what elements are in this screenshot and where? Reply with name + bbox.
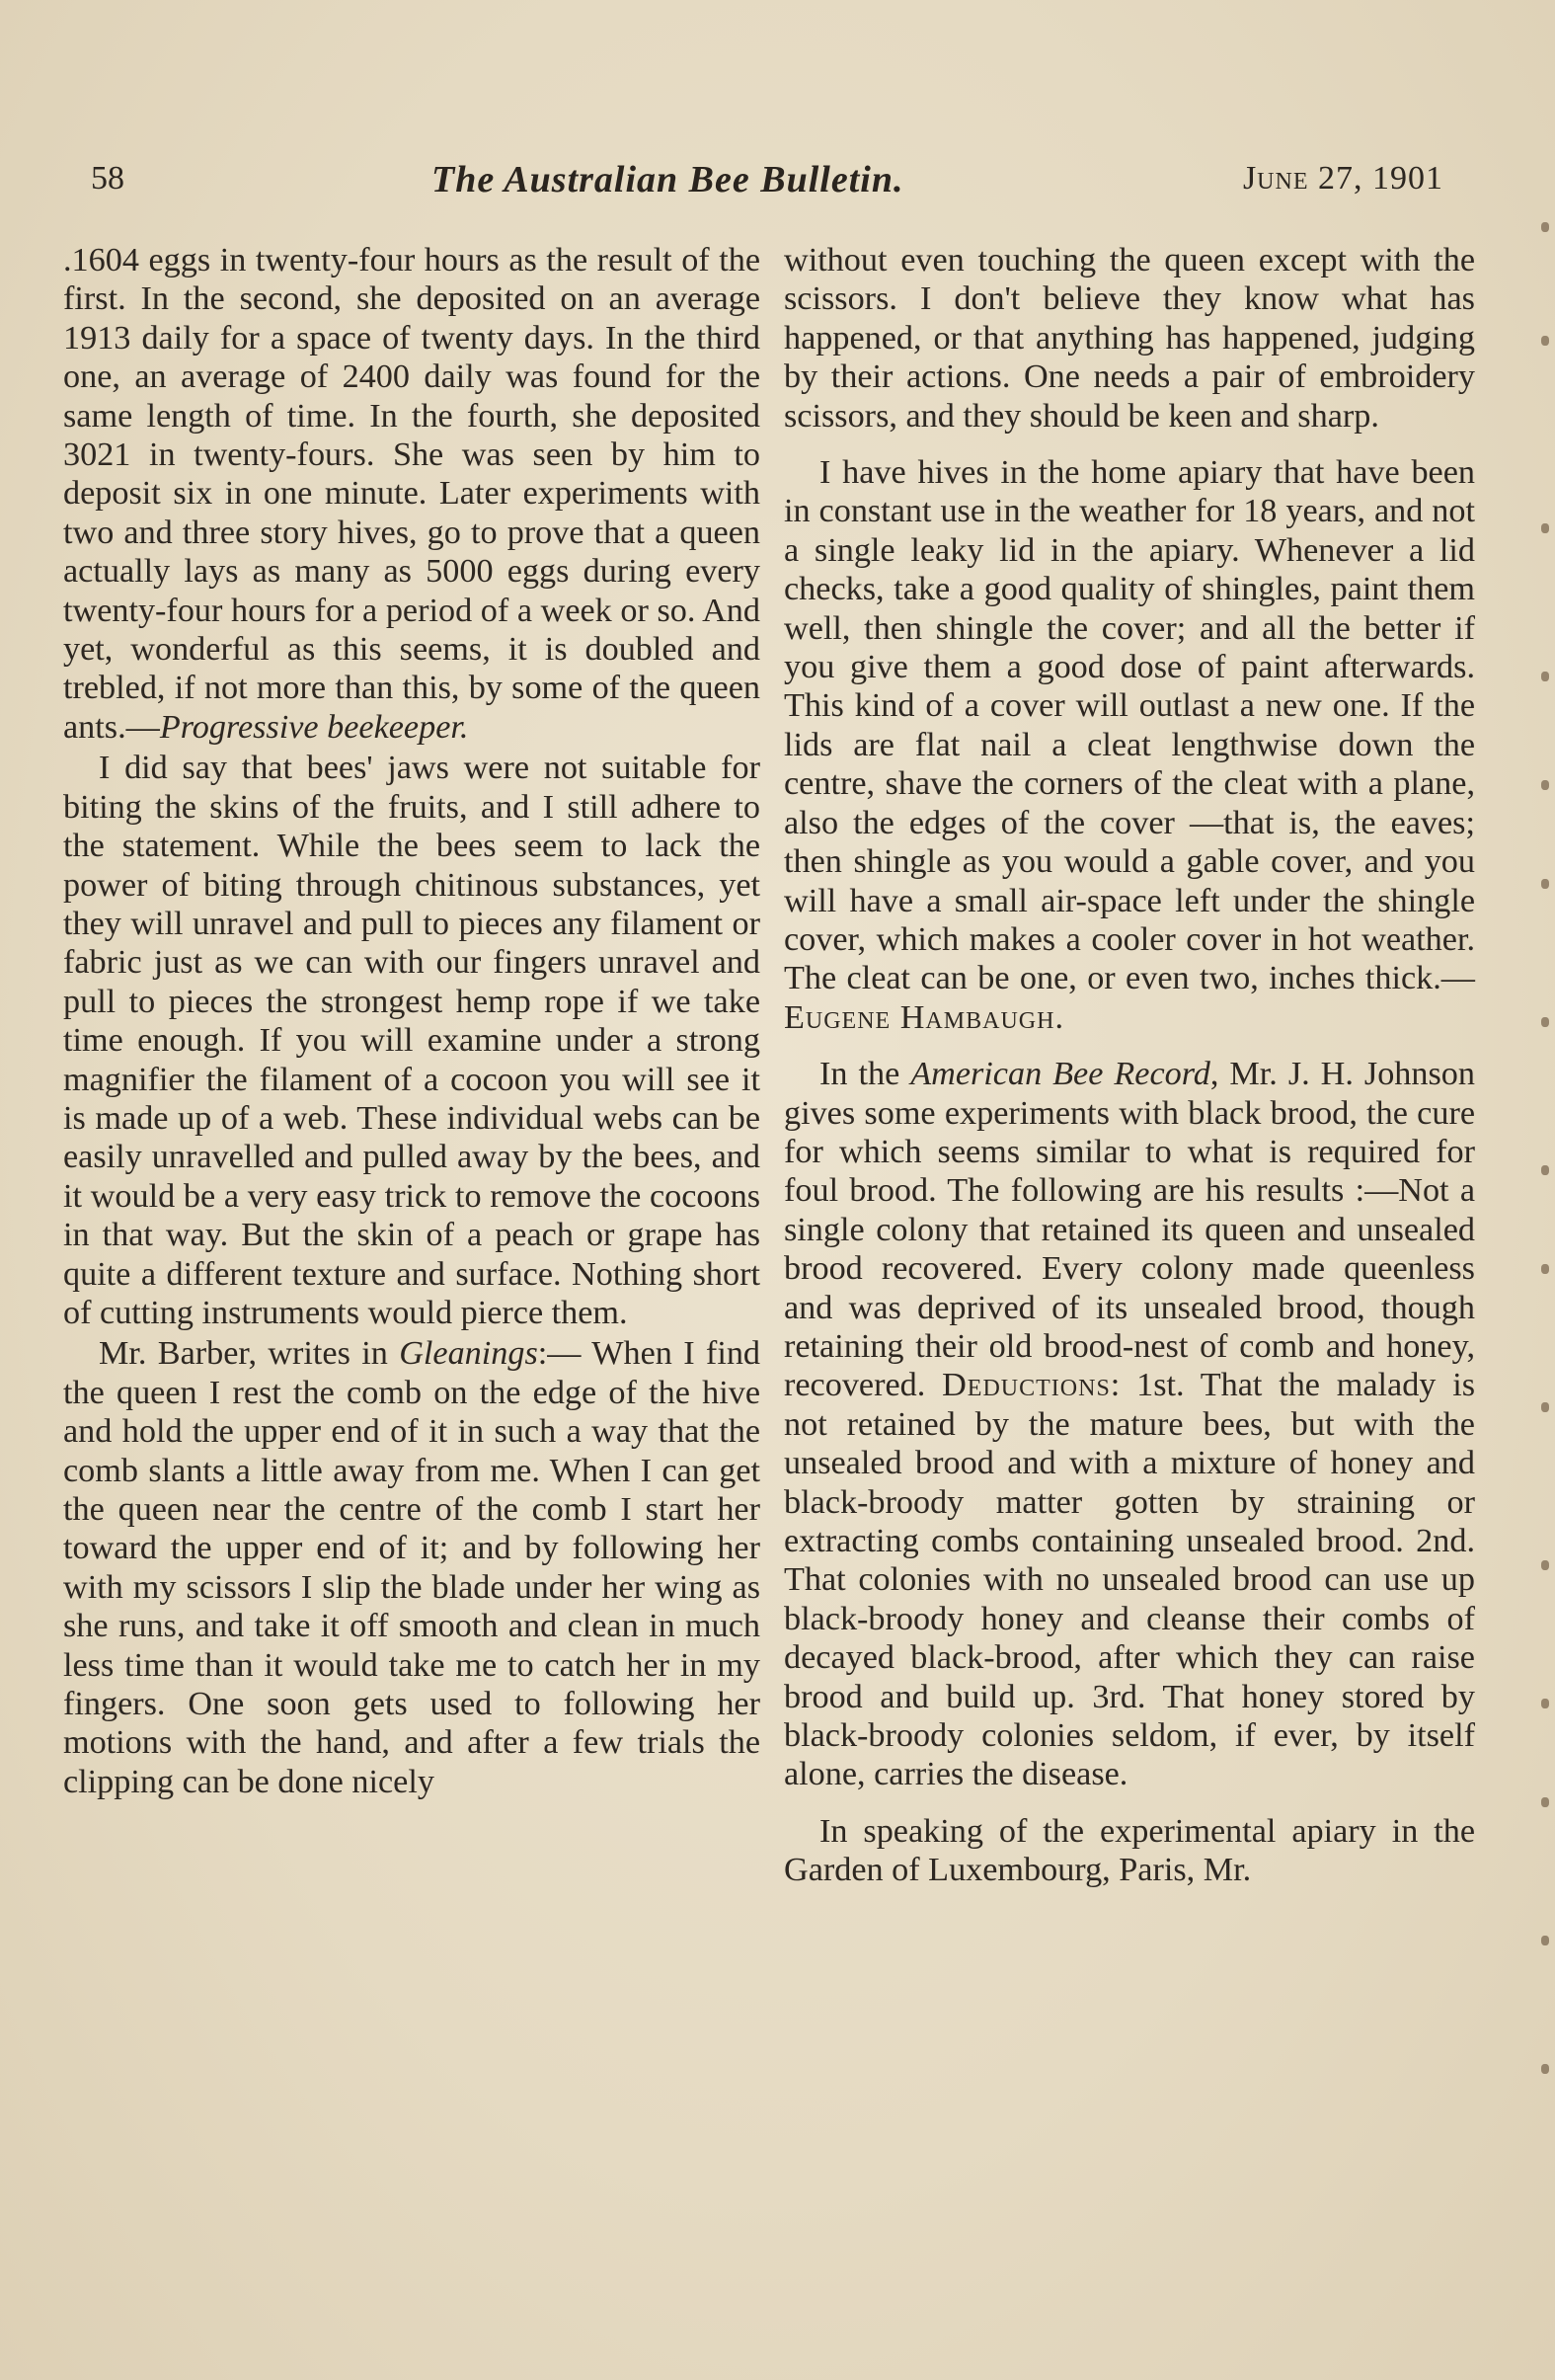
source-citation: Gleanings <box>399 1335 538 1373</box>
paragraph-hive-lids <box>784 453 1475 1037</box>
page-number: 58 <box>91 160 124 197</box>
deductions-label: Deductions <box>942 1367 1111 1404</box>
author-signature: Eugene Hambaugh. <box>784 998 1064 1036</box>
paragraph-text: : 1st. That the malady is not retained by the mature bees, but with the unsealed brood and with a mixture of honey and black-broody matter gotten by straining or extracting combs containing unsealed brood. 2nd. That colonies with no unsealed brood can use up black-broody honey and cleanse their combs of decayed black-brood, after which they can raise brood and build up. 3rd. That honey stored by black-broody colonies seldom, if ever, by itself alone, carries the disease. <box>784 1367 1476 1793</box>
paragraph-black-brood <box>784 1055 1475 1794</box>
edge-mark <box>1541 879 1549 889</box>
paragraph-clipping-continued: without even touching the queen except with the scissors. I don't believe they know what has happened, or that anything has happened, judging by their actions. One needs a pair of embroidery scissors, and they should be keen and sharp. <box>784 242 1475 435</box>
journal-title: The Australian Bee Bulletin. <box>431 159 904 200</box>
source-citation: Progressive beekeeper. <box>159 708 469 746</box>
paragraph-text: Mr. Barber, writes in <box>99 1335 388 1373</box>
edge-mark <box>1541 2064 1549 2074</box>
right-column <box>784 241 1475 1892</box>
paragraph-bees-jaws: I did say that bees' jaws were not suitable for biting the skins of the fruits, and I still adhere to the statement. While the bees seem to lack the power of biting through chitinous substances, yet they will unravel and pull to pieces any filament or fabric just as we can with our fingers unravel and pull to pieces the strongest hemp rope if we take time enough. If you will examine under a strong magnifier the filament of a cocoon you will see it is made up of a web. These individual webs can be easily unravelled and pulled away by the bees, and it would be a very easy trick to remove the cocoons in that way. But the skin of a peach or grape has quite a different texture and surface. Nothing short of cutting instruments would pierce them. <box>63 750 760 1331</box>
edge-mark <box>1541 1797 1549 1807</box>
edge-mark <box>1541 1699 1549 1708</box>
edge-mark <box>1541 1402 1549 1412</box>
paragraph-queen-eggs <box>63 241 760 747</box>
punctuation: :— <box>537 1335 582 1373</box>
edge-mark <box>1541 1165 1549 1175</box>
edge-mark <box>1541 523 1549 533</box>
paragraph-text: When I find the queen I rest the comb on the edge of the hive and hold the upper end of it in such a way that the comb slants a little away from me. When I can get the queen near the centre of the comb I start her toward the upper end of it; and by following her with my scissors I slip the blade under her wing as she runs, and take it off smooth and clean in much less time than it would take me to catch her in my fingers. One soon gets used to following her motions with the hand, and after a few trials the clipping can be done nicely <box>63 1335 761 1800</box>
issue-date: June 27, 1901 <box>1242 160 1443 197</box>
edge-mark <box>1541 1264 1549 1274</box>
paragraph-barber-intro <box>63 1334 760 1801</box>
edge-mark <box>1541 336 1549 346</box>
page-edge-marks <box>1523 198 1549 2173</box>
paragraph-text: .1604 eggs in twenty-four hours as the result of the first. In the second, she deposited on an average 1913 daily for a space of twenty days. In the third one, an average of 2400 daily was found for the same length of time. In the fourth, she deposited 3021 in twenty-fours. She was seen by him to deposit six in one minute. Later experiments with two and three story hives, go to prove that a queen actually lays as many as 5000 eggs during every twenty-four hours for a period of a week or so. And yet, wonderful as this seems, it is doubled and trebled, if not more than this, by some of the queen ants.— <box>63 242 760 746</box>
paragraph-text: I have hives in the home apiary that have been in constant use in the weather for 18 years, and not a single leaky lid in the apiary. Whenever a lid checks, take a good quality of shingles, paint them well, then shingle the cover; and all the better if you give them a good dose of paint afterwards. This kind of a cover will outlast a new one. If the lids are flat nail a cleat lengthwise down the centre, shave the corners of the cleat with a plane, also the edges of the cover —that is, the eaves; then shingle as you would a gable cover, and you will have a small air-space left under the shingle cover, which makes a cooler cover in hot weather. The cleat can be one, or even two, inches thick.— <box>784 454 1475 997</box>
edge-mark <box>1541 1017 1549 1027</box>
paragraph-luxembourg: In speaking of the experimental apiary in the Garden of Luxembourg, Paris, Mr. <box>784 1812 1475 1889</box>
paragraph-text: , Mr. J. H. Johnson gives some experiments with black brood, the cure for which seems similar to what is required for foul brood. The following are his results :—Not a single colony that retained its queen and unsealed brood recovered. Every colony made queenless and was deprived of its unsealed brood, though retaining their old brood-nest of comb and honey, recovered. <box>784 1056 1475 1404</box>
source-citation: American Bee Record <box>910 1056 1210 1093</box>
paragraph-text: In the <box>819 1056 900 1093</box>
edge-mark <box>1541 222 1549 232</box>
edge-mark <box>1541 780 1549 790</box>
left-column <box>63 241 760 1803</box>
edge-mark <box>1541 672 1549 681</box>
edge-mark <box>1541 1936 1549 1945</box>
edge-mark <box>1541 1560 1549 1570</box>
running-header <box>91 160 1443 209</box>
